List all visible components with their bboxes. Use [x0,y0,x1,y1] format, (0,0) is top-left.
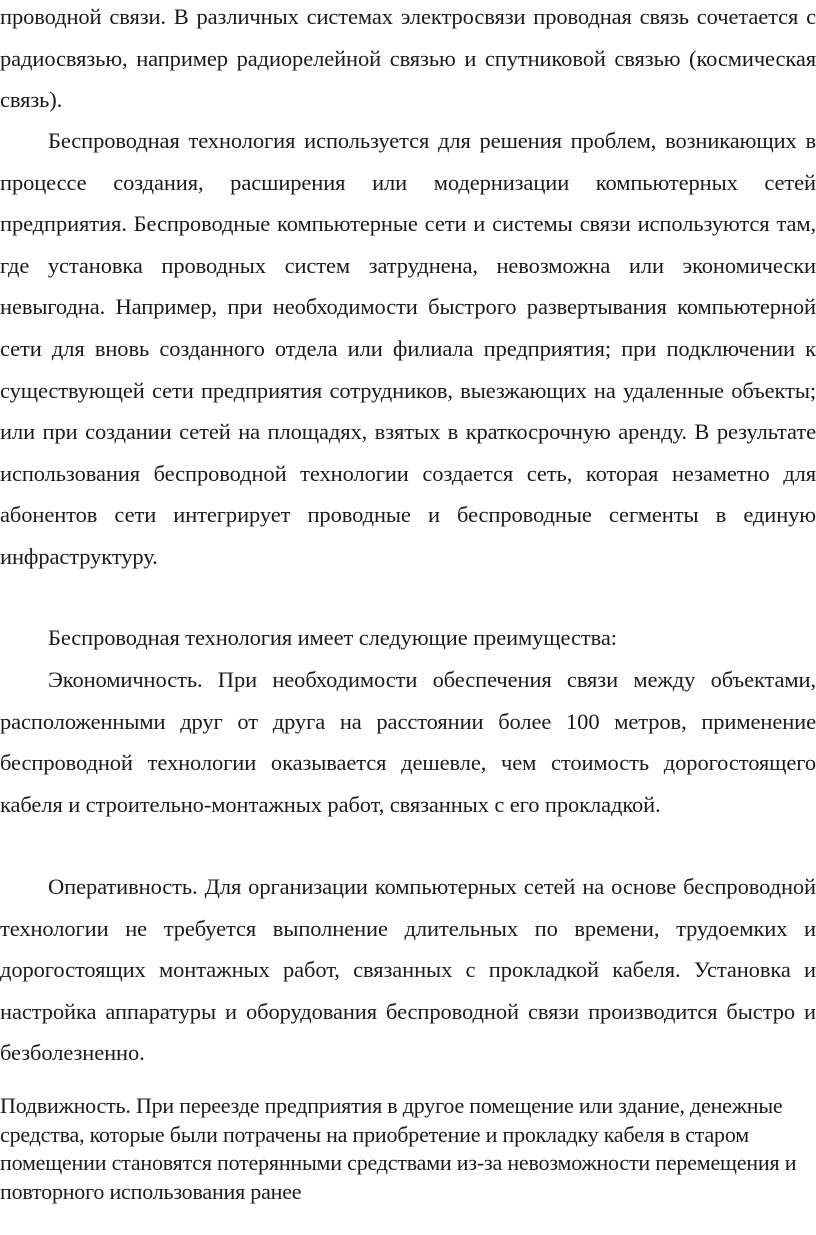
paragraph-wireless-technology: Беспроводная технология используется для решения проблем, возникающих в процессе создания, расширения или модернизации компьютерных сетей предприятия. Беспроводные компьютерные сети и системы связи используются там, где установка проводных систем затруднена, невозможна или экономически невыгодна. Например, при необходимости быстрого развертывания компьютерной сети для вновь созданного отдела или филиала предприятия; при подключении к существующей сети предприятия сотрудников, выезжающих на удаленные объекты; или при создании сетей на площадях, взятых в краткосрочную аренду. В результате использования беспроводной технологии создается сеть, которая незаметно для абонентов сети интегрирует проводные и беспроводные сегменты в единую инфраструктуру. [0,128,816,569]
paragraph-advantages-intro: Беспроводная технология имеет следующие преимущества: [48,625,617,650]
paragraph-economy: Экономичность. При необходимости обеспечения связи между объектами, расположенными друг от друга на расстоянии более 100 метров, применение беспроводной технологии оказывается дешевле, чем стоимость дорогостоящего кабеля и строительно-монтажных работ, связанных с его прокладкой. [0,667,816,817]
paragraph-wired-communication: проводной связи. В различных системах электросвязи проводная связь сочетается с радиосвязью, например радиорелейной связью и спутниковой связью (космическая связь). [0,4,816,113]
paragraph-efficiency: Оперативность. Для организации компьютерных сетей на основе беспроводной технологии не требуется выполнение длительных по времени, трудоемких и дорогостоящих монтажных работ, связанных с прокладкой кабеля. Установка и настройка аппаратуры и оборудования беспроводной связи производится быстро и безболезненно. [0,874,816,1066]
paragraph-mobility: Подвижность. При переезде предприятия в другое помещение или здание, денежные средства, которые были потрачены на приобретение и прокладку кабеля в старом помещении становятся потерянными средствами из-за невозможности перемещения и повторного использования ранее [0,1093,797,1204]
